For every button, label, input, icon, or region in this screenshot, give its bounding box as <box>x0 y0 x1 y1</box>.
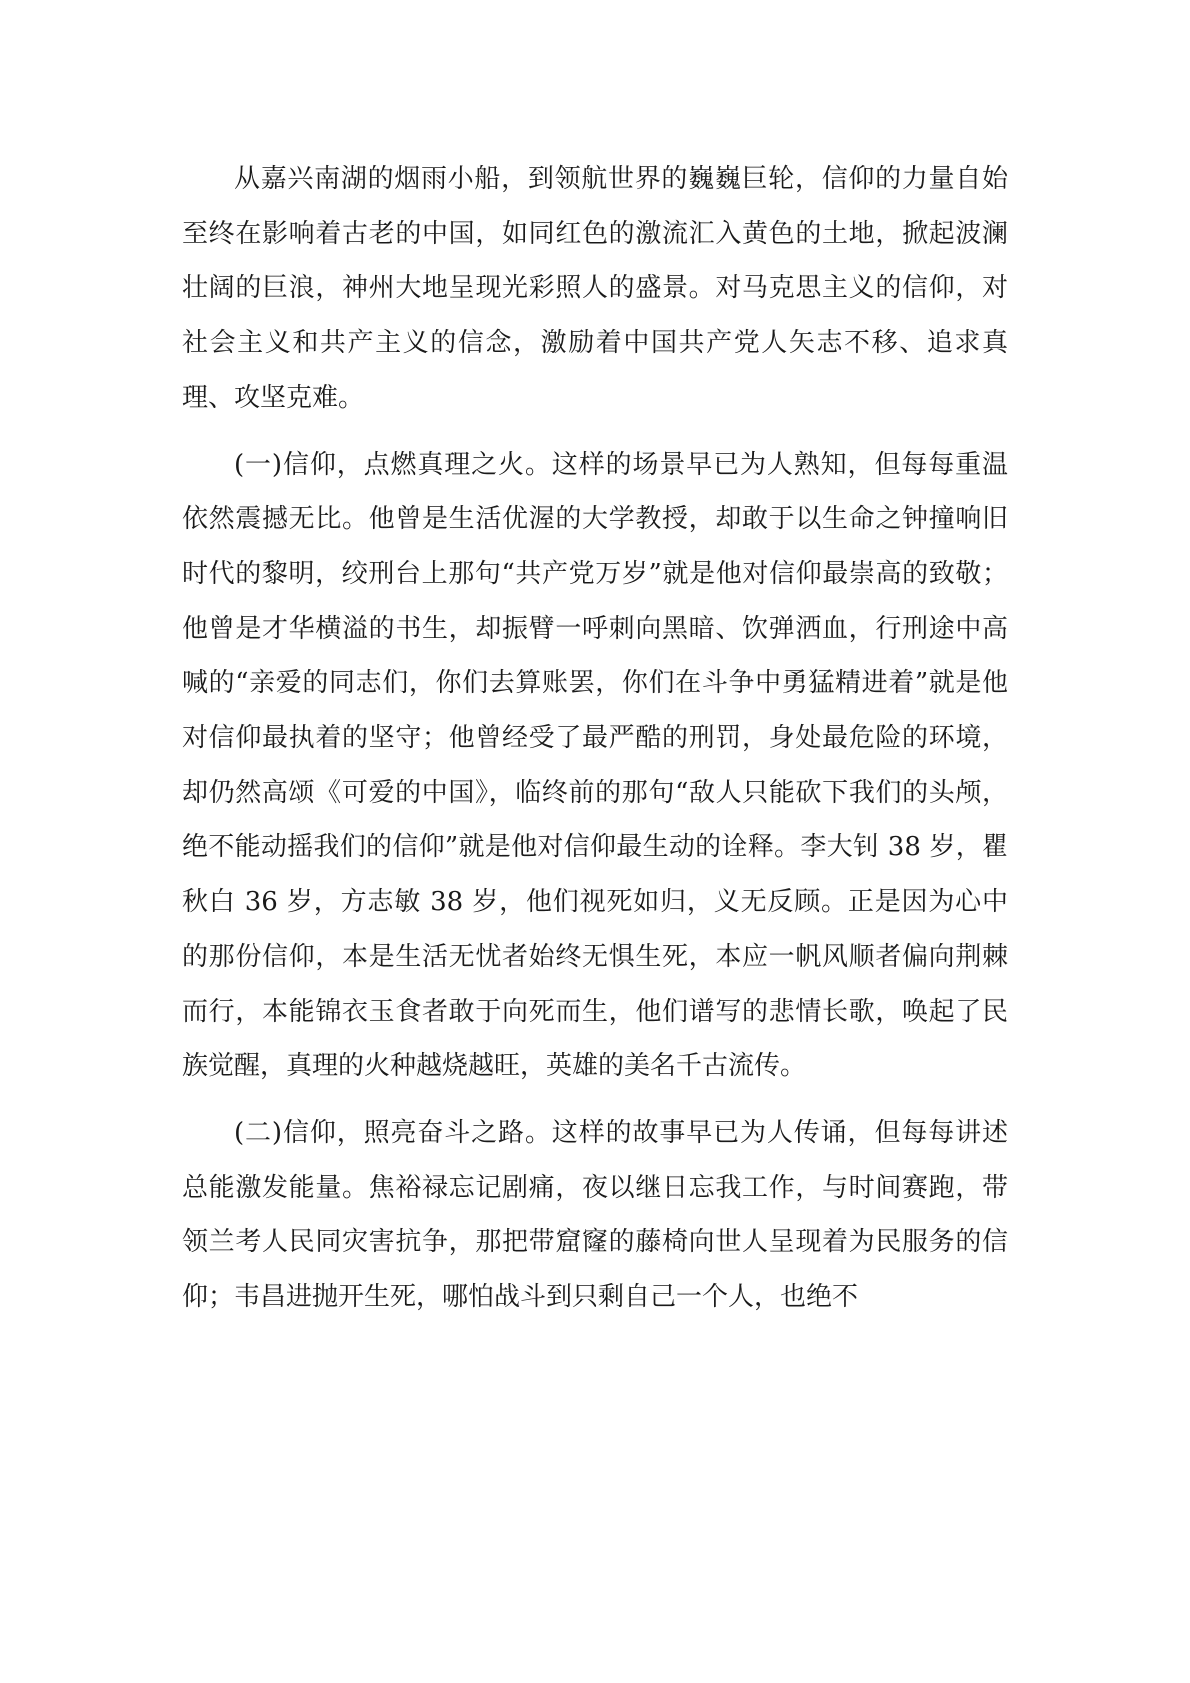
paragraph-section-1: (一)信仰，点燃真理之火。这样的场景早已为人熟知，但每每重温依然震撼无比。他曾是生活优渥的大学教授，却敢于以生命之钟撞响旧时代的黎明，绞刑台上那句“共产党万岁”就是他对信仰最崇高的致敬；他曾是才华横溢的书生，却振臂一呼刺向黑暗、饮弹洒血，行刑途中高喊的“亲爱的同志们，你们去算账罢，你们在斗争中勇猛精进着”就是他对信仰最执着的坚守；他曾经受了最严酷的刑罚，身处最危险的环境，却仍然高颂《可爱的中国》，临终前的那句“敌人只能砍下我们的头颅，绝不能动摇我们的信仰”就是他对信仰最生动的诠释。李大钊 38 岁，瞿秋白 36 岁，方志敏 38 岁，他们视死如归，义无反顾。正是因为心中的那份信仰，本是生活无忧者始终无惧生死，本应一帆风顺者偏向荆棘而行，本能锦衣玉食者敢于向死而生，他们谱写的悲情长歌，唤起了民族觉醒，真理的火种越烧越旺，英雄的美名千古流传。 <box>182 449 1008 1082</box>
document-body <box>182 152 1008 1337</box>
paragraph-intro: 从嘉兴南湖的烟雨小船，到领航世界的巍巍巨轮，信仰的力量自始至终在影响着古老的中国，如同红色的激流汇入黄色的土地，掀起波澜壮阔的巨浪，神州大地呈现光彩照人的盛景。对马克思主义的信仰，对社会主义和共产主义的信念，激励着中国共产党人矢志不移、追求真理、攻坚克难。 <box>182 164 1008 413</box>
paragraph-section-2: (二)信仰，照亮奋斗之路。这样的故事早已为人传诵，但每每讲述总能激发能量。焦裕禄忘记剧痛，夜以继日忘我工作，与时间赛跑，带领兰考人民同灾害抗争，那把带窟窿的藤椅向世人呈现着为民服务的信仰；韦昌进抛开生死，哪怕战斗到只剩自己一个人，也绝不 <box>182 1117 1008 1313</box>
